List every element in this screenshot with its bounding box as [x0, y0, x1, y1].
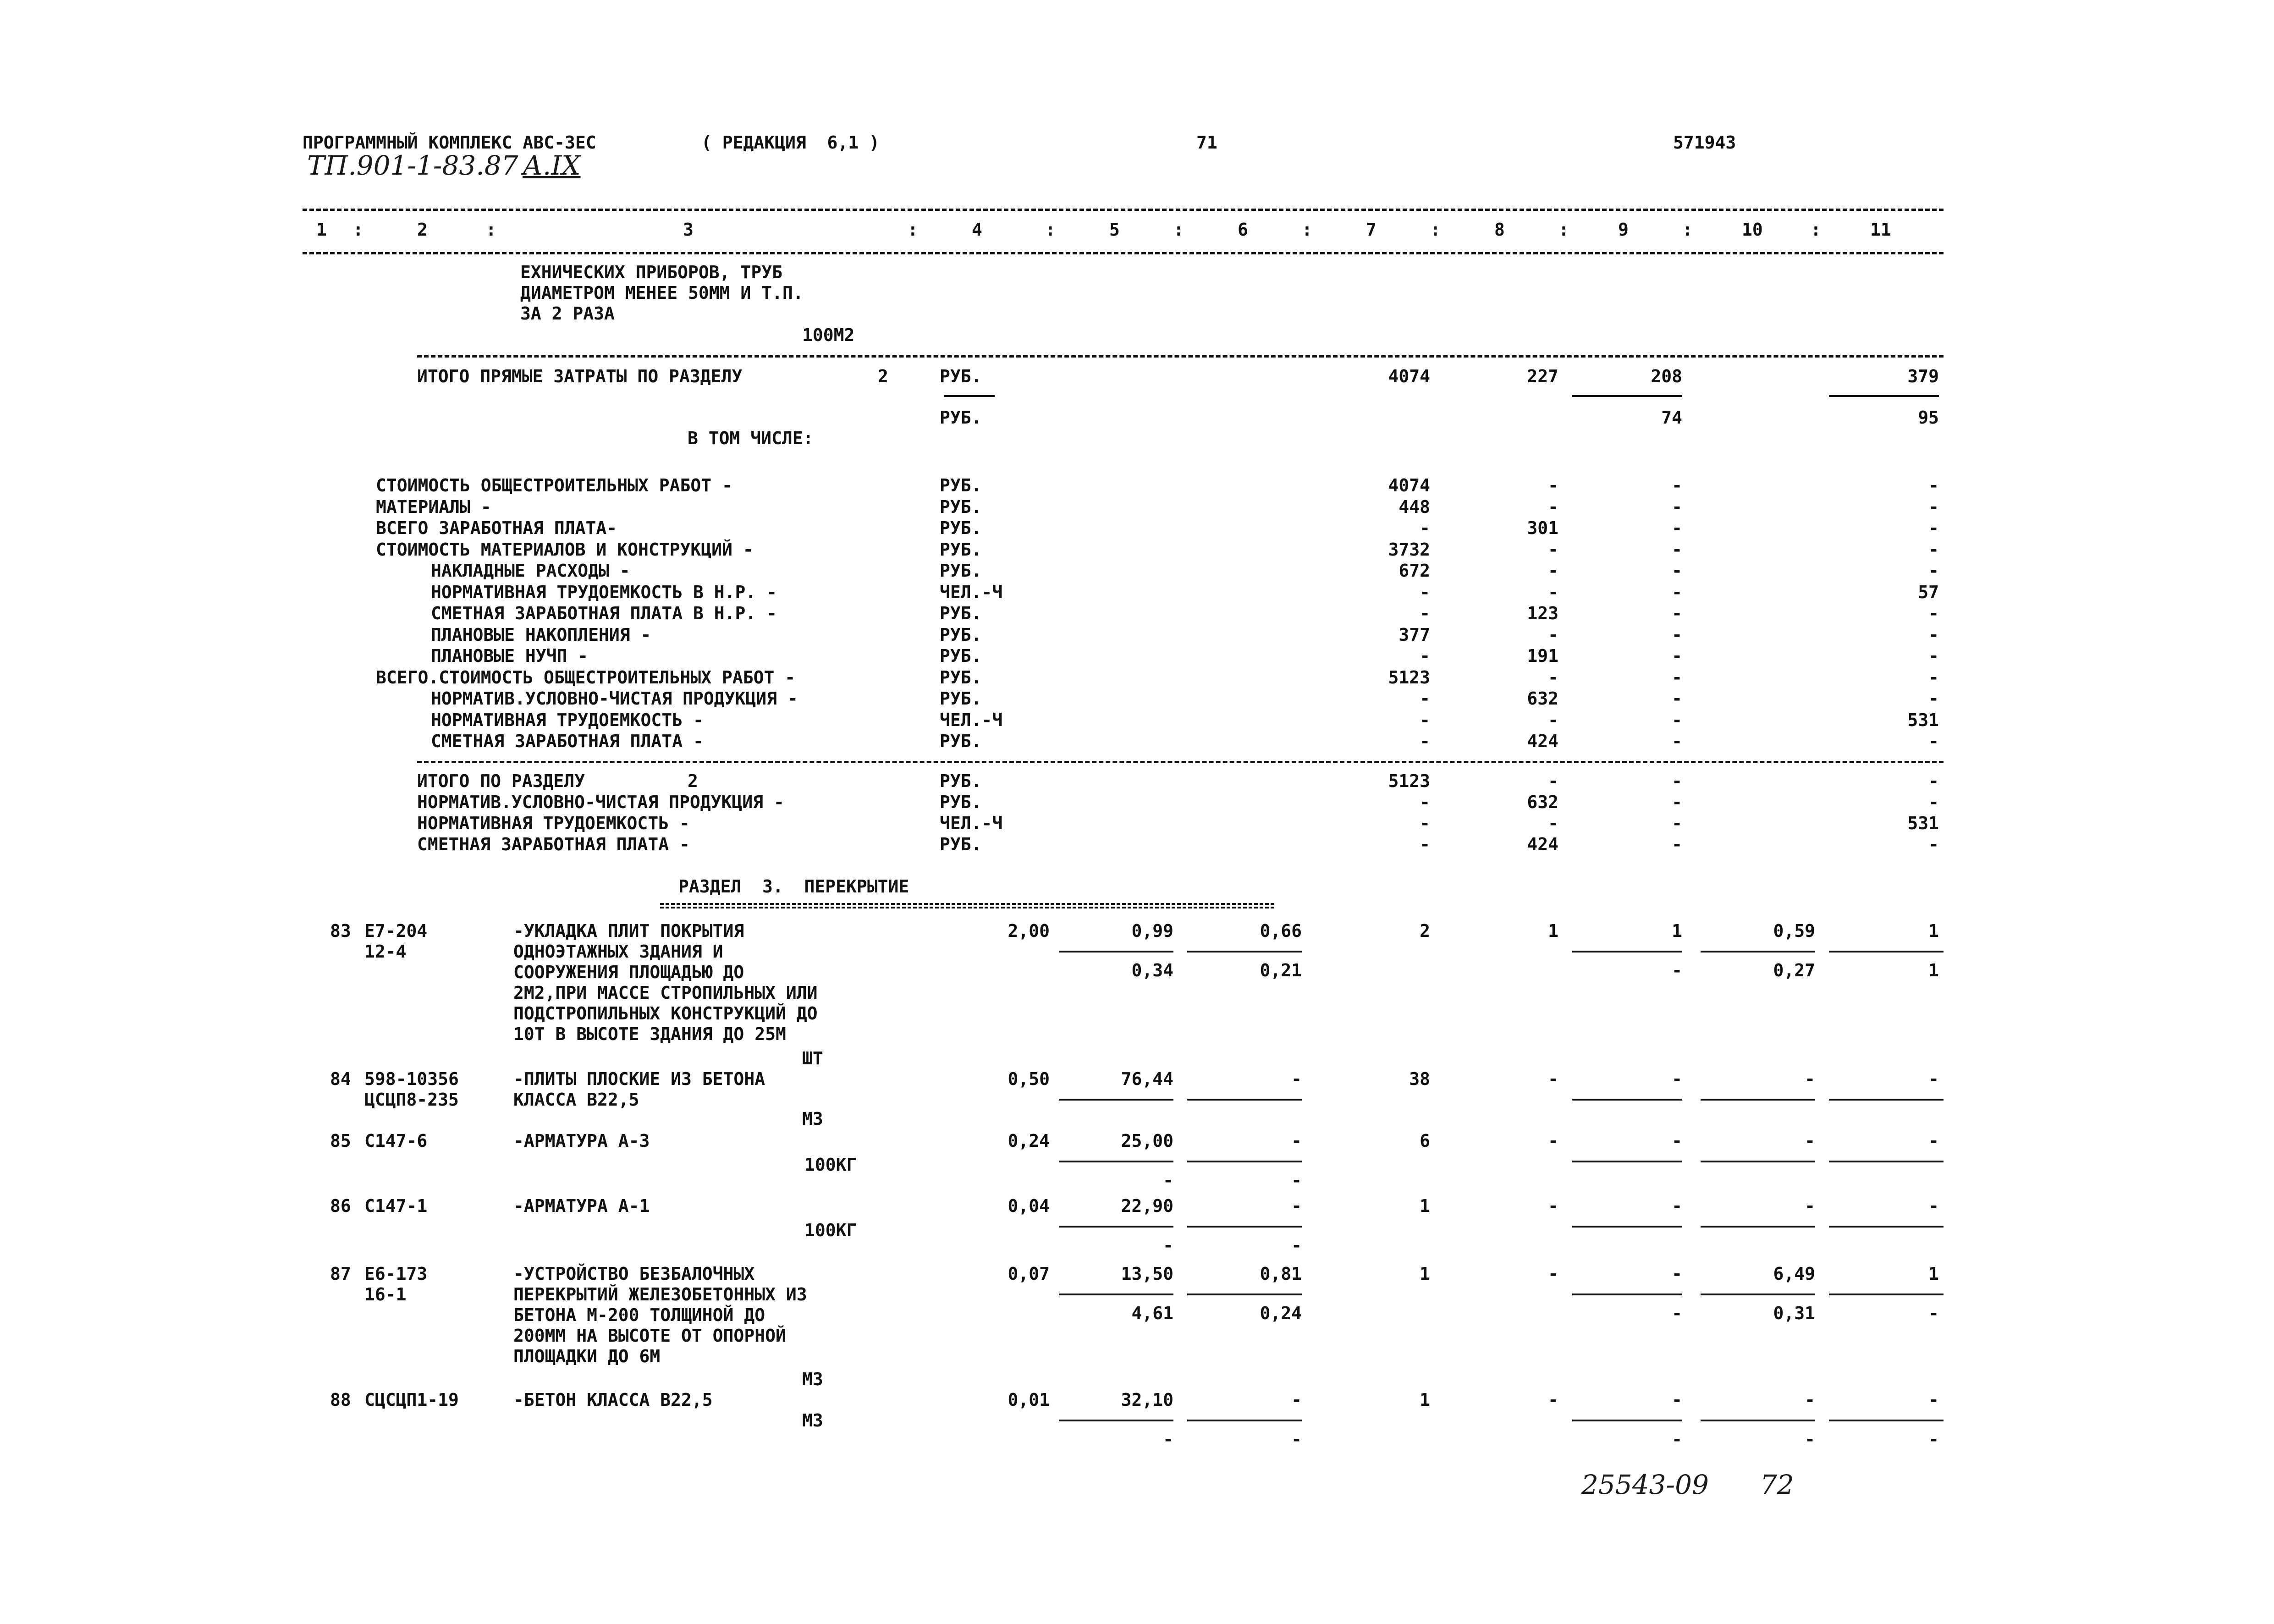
breakdown-col11: -: [1928, 475, 1939, 495]
section-total-col8: -: [1548, 813, 1558, 833]
item-col11: -: [1928, 1390, 1939, 1410]
column-separator: :: [1173, 220, 1184, 240]
item-code: Е6-173: [364, 1264, 428, 1284]
column-separator: :: [1302, 220, 1312, 240]
section-total-unit: ЧЕЛ.-Ч: [940, 813, 1003, 833]
item-col10-b: 0,31: [1773, 1303, 1815, 1323]
breakdown-col8: 632: [1527, 688, 1558, 709]
item-col5: 32,10: [1121, 1390, 1173, 1410]
item-description-line: КЛАССА В22,5: [513, 1090, 639, 1110]
breakdown-col7: 5123: [1388, 667, 1430, 688]
section-total-col9: -: [1672, 771, 1682, 791]
section-total-col9: -: [1672, 792, 1682, 812]
item-unit: М3: [802, 1369, 823, 1389]
item-col5: 76,44: [1121, 1069, 1173, 1089]
item-col8: -: [1548, 1264, 1558, 1284]
section-total-col7: -: [1420, 813, 1430, 833]
item-col11-rule: [1829, 1161, 1944, 1162]
breakdown-col7: -: [1420, 518, 1430, 538]
item-col11-b: -: [1928, 1429, 1939, 1449]
item-col6-rule: [1187, 1420, 1302, 1421]
item-description-line: -ПЛИТЫ ПЛОСКИЕ ИЗ БЕТОНА: [513, 1069, 765, 1089]
item-col10-b: -: [1805, 1429, 1815, 1449]
item-col4: 0,50: [1008, 1069, 1050, 1089]
item-col11-b: 1: [1928, 960, 1939, 980]
item-col6-b: -: [1291, 1170, 1302, 1190]
column-separator: :: [1811, 220, 1821, 240]
item-code-secondary: ЦСЦП8-235: [364, 1090, 459, 1110]
item-col6-rule: [1187, 1161, 1302, 1162]
breakdown-col11: -: [1928, 731, 1939, 751]
section-3-title: РАЗДЕЛ 3. ПЕРЕКРЫТИЕ: [678, 876, 909, 897]
breakdown-col7: -: [1420, 688, 1430, 709]
breakdown-unit: ЧЕЛ.-Ч: [940, 710, 1003, 730]
item-number: 87: [330, 1264, 351, 1284]
item-col8: -: [1548, 1069, 1558, 1089]
item-col6: -: [1291, 1069, 1302, 1089]
section-total-col8: -: [1548, 771, 1558, 791]
item-col6-b: 0,24: [1260, 1303, 1302, 1323]
total-direct-col9-b: 74: [1661, 407, 1682, 428]
breakdown-col11: -: [1928, 496, 1939, 517]
inventory-number: 25543-09: [1581, 1469, 1709, 1500]
item-col8: -: [1548, 1131, 1558, 1151]
breakdown-label: ВСЕГО ЗАРАБОТНАЯ ПЛАТА-: [376, 518, 617, 538]
breakdown-col7: 4074: [1388, 475, 1430, 495]
item-col10-b: 0,27: [1773, 960, 1815, 980]
item-col5: 0,99: [1131, 921, 1173, 941]
breakdown-label: СТОИМОСТЬ МАТЕРИАЛОВ И КОНСТРУКЦИЙ -: [376, 539, 754, 560]
breakdown-col8: -: [1548, 710, 1558, 730]
item-col10: -: [1805, 1390, 1815, 1410]
item-col10: -: [1805, 1131, 1815, 1151]
item-col9-b: -: [1672, 1429, 1682, 1449]
breakdown-col7: -: [1420, 646, 1430, 666]
item-col6: -: [1291, 1390, 1302, 1410]
column-header-2: 2: [417, 220, 428, 240]
breakdown-col9: -: [1672, 731, 1682, 751]
item-col11-b: -: [1928, 1303, 1939, 1323]
item-col4: 0,04: [1008, 1196, 1050, 1216]
item-col11-rule: [1829, 1294, 1944, 1295]
item-col8: 1: [1548, 921, 1558, 941]
item-col7: 38: [1409, 1069, 1430, 1089]
item-col8: -: [1548, 1196, 1558, 1216]
item-col4: 0,24: [1008, 1131, 1050, 1151]
column-header-4: 4: [972, 220, 982, 240]
item-col9: 1: [1672, 921, 1682, 941]
carry-line: ЕХНИЧЕСКИХ ПРИБОРОВ, ТРУБ: [520, 262, 782, 282]
carry-line: ЗА 2 РАЗА: [520, 303, 615, 324]
breakdown-col8: 123: [1527, 603, 1558, 623]
breakdown-col11: 57: [1918, 582, 1939, 602]
item-col6: 0,66: [1260, 921, 1302, 941]
item-col11: -: [1928, 1131, 1939, 1151]
item-col9-rule: [1572, 1099, 1682, 1101]
item-description-line: -БЕТОН КЛАССА В22,5: [513, 1390, 713, 1410]
item-col11: 1: [1928, 1264, 1939, 1284]
breakdown-col7: 448: [1399, 496, 1430, 517]
column-separator: :: [1558, 220, 1569, 240]
item-unit: 100КГ: [804, 1220, 857, 1240]
section-total-col11: -: [1928, 834, 1939, 854]
item-description-line: 10Т В ВЫСОТЕ ЗДАНИЯ ДО 25М: [513, 1024, 786, 1044]
breakdown-label: НОРМАТИВ.УСЛОВНО-ЧИСТАЯ ПРОДУКЦИЯ -: [431, 688, 798, 709]
breakdown-unit: РУБ.: [940, 518, 982, 538]
breakdown-label: МАТЕРИАЛЫ -: [376, 496, 491, 517]
section-total-unit: РУБ.: [940, 834, 982, 854]
carry-unit: 100М2: [802, 325, 855, 345]
total-direct-col9: 208: [1651, 366, 1682, 386]
item-unit: 100КГ: [804, 1155, 857, 1175]
breakdown-label: СМЕТНАЯ ЗАРАБОТНАЯ ПЛАТА В Н.Р. -: [431, 603, 777, 623]
item-col11-rule: [1829, 1099, 1944, 1101]
breakdown-col11: -: [1928, 667, 1939, 688]
item-unit: М3: [802, 1109, 823, 1129]
carry-line: ДИАМЕТРОМ МЕНЕЕ 50ММ И Т.П.: [520, 283, 804, 303]
item-col6: -: [1291, 1196, 1302, 1216]
project-number: ТП.901-1-83.87: [307, 150, 518, 181]
breakdown-col8: 191: [1527, 646, 1558, 666]
item-col11-rule: [1829, 1420, 1944, 1421]
column-separator: :: [1430, 220, 1441, 240]
item-col5-rule: [1059, 1294, 1173, 1295]
total-direct-unit: РУБ.: [940, 366, 982, 386]
item-col9: -: [1672, 1196, 1682, 1216]
breakdown-label: ПЛАНОВЫЕ НУЧП -: [431, 646, 589, 666]
item-col11: 1: [1928, 921, 1939, 941]
breakdown-unit: РУБ.: [940, 667, 982, 688]
item-col5-b: 0,34: [1131, 960, 1173, 980]
album-number: А.IX: [523, 150, 581, 181]
breakdown-col11: -: [1928, 688, 1939, 709]
item-col6-rule: [1187, 1294, 1302, 1295]
item-col6-b: -: [1291, 1235, 1302, 1255]
item-col9-rule: [1572, 1420, 1682, 1421]
breakdown-unit: РУБ.: [940, 603, 982, 623]
breakdown-label: СТОИМОСТЬ ОБЩЕСТРОИТЕЛЬНЫХ РАБОТ -: [376, 475, 732, 495]
column-separator: :: [353, 220, 363, 240]
item-col9-b: -: [1672, 1303, 1682, 1323]
item-code: С147-6: [364, 1131, 428, 1151]
breakdown-unit: РУБ.: [940, 561, 982, 581]
total-direct-unit-2: РУБ.: [940, 407, 982, 428]
breakdown-unit: ЧЕЛ.-Ч: [940, 582, 1003, 602]
item-code: С147-1: [364, 1196, 428, 1216]
breakdown-col9: -: [1672, 496, 1682, 517]
section-3-underline: [660, 903, 1274, 908]
breakdown-col11: -: [1928, 539, 1939, 560]
column-separator: :: [486, 220, 496, 240]
breakdown-col7: -: [1420, 603, 1430, 623]
section-total-col8: 424: [1527, 834, 1558, 854]
breakdown-col9: -: [1672, 561, 1682, 581]
item-col10: -: [1805, 1069, 1815, 1089]
section-total-col11: -: [1928, 792, 1939, 812]
item-number: 86: [330, 1196, 351, 1216]
section-total-col9: -: [1672, 813, 1682, 833]
item-description-line: ПЛОЩАДКИ ДО 6М: [513, 1346, 661, 1366]
section-total-rule: [417, 761, 1944, 763]
breakdown-col9: -: [1672, 475, 1682, 495]
page-number: 71: [1196, 132, 1217, 153]
column-header-7: 7: [1366, 220, 1377, 240]
item-col9: -: [1672, 1069, 1682, 1089]
total-direct-col11-b: 95: [1918, 407, 1939, 428]
item-col7: 1: [1420, 1264, 1430, 1284]
item-col9-rule: [1572, 1294, 1682, 1295]
column-header-3: 3: [683, 220, 694, 240]
breakdown-label: НОРМАТИВНАЯ ТРУДОЕМКОСТЬ -: [431, 710, 704, 730]
item-col10: -: [1805, 1196, 1815, 1216]
item-description-line: ПЕРЕКРЫТИЙ ЖЕЛЕЗОБЕТОННЫХ ИЗ: [513, 1284, 807, 1305]
breakdown-label: НАКЛАДНЫЕ РАСХОДЫ -: [431, 561, 630, 581]
item-description-line: 200ММ НА ВЫСОТЕ ОТ ОПОРНОЙ: [513, 1326, 786, 1346]
item-col10-rule: [1701, 1226, 1815, 1228]
section-total-label: НОРМАТИВНАЯ ТРУДОЕМКОСТЬ -: [417, 813, 690, 833]
breakdown-col8: -: [1548, 539, 1558, 560]
item-number: 85: [330, 1131, 351, 1151]
item-col11-rule: [1829, 1226, 1944, 1228]
item-col5-rule: [1059, 1099, 1173, 1101]
item-col6-rule: [1187, 1099, 1302, 1101]
header-rule-bottom: [303, 252, 1944, 254]
item-col10-rule: [1701, 951, 1815, 952]
column-separator: :: [908, 220, 918, 240]
item-col5-rule: [1059, 1420, 1173, 1421]
breakdown-col9: -: [1672, 646, 1682, 666]
breakdown-col11: 531: [1907, 710, 1939, 730]
item-col9: -: [1672, 1264, 1682, 1284]
breakdown-col8: -: [1548, 475, 1558, 495]
item-col5-b: -: [1163, 1170, 1173, 1190]
item-col10-rule: [1701, 1161, 1815, 1162]
breakdown-col7: 3732: [1388, 539, 1430, 560]
item-col5: 22,90: [1121, 1196, 1173, 1216]
breakdown-col7: 672: [1399, 561, 1430, 581]
breakdown-unit: РУБ.: [940, 731, 982, 751]
item-col6-b: -: [1291, 1429, 1302, 1449]
section-total-col8: 632: [1527, 792, 1558, 812]
breakdown-col8: -: [1548, 667, 1558, 688]
item-col7: 1: [1420, 1390, 1430, 1410]
breakdown-label: СМЕТНАЯ ЗАРАБОТНАЯ ПЛАТА -: [431, 731, 704, 751]
document-code: 571943: [1673, 132, 1736, 153]
column-header-8: 8: [1494, 220, 1505, 240]
total-direct-col11: 379: [1907, 366, 1939, 386]
item-col5: 25,00: [1121, 1131, 1173, 1151]
section-total-col9: -: [1672, 834, 1682, 854]
section-total-col7: -: [1420, 834, 1430, 854]
item-description-line: -АРМАТУРА А-1: [513, 1196, 650, 1216]
breakdown-col8: -: [1548, 624, 1558, 645]
item-description-line: -УКЛАДКА ПЛИТ ПОКРЫТИЯ: [513, 921, 744, 941]
breakdown-col9: -: [1672, 667, 1682, 688]
item-unit: ШТ: [802, 1048, 823, 1068]
breakdown-col7: -: [1420, 710, 1430, 730]
item-col5-rule: [1059, 951, 1173, 952]
item-col4: 0,07: [1008, 1264, 1050, 1284]
breakdown-unit: РУБ.: [940, 646, 982, 666]
item-col5-rule: [1059, 1161, 1173, 1162]
item-col5-b: 4,61: [1131, 1303, 1173, 1323]
breakdown-col8: -: [1548, 561, 1558, 581]
item-col9-rule: [1572, 951, 1682, 952]
total-direct-col11-rule: [1829, 395, 1939, 397]
item-col10: 0,59: [1773, 921, 1815, 941]
column-separator: :: [1045, 220, 1056, 240]
item-col7: 6: [1420, 1131, 1430, 1151]
item-col9-b: -: [1672, 960, 1682, 980]
item-col5-b: -: [1163, 1429, 1173, 1449]
breakdown-unit: РУБ.: [940, 539, 982, 560]
section-total-label: НОРМАТИВ.УСЛОВНО-ЧИСТАЯ ПРОДУКЦИЯ -: [417, 792, 784, 812]
breakdown-label: НОРМАТИВНАЯ ТРУДОЕМКОСТЬ В Н.Р. -: [431, 582, 777, 602]
total-direct-label: ИТОГО ПРЯМЫЕ ЗАТРАТЫ ПО РАЗДЕЛУ: [417, 366, 743, 386]
item-col9-rule: [1572, 1226, 1682, 1228]
breakdown-col8: 301: [1527, 518, 1558, 538]
item-description-line: -АРМАТУРА А-3: [513, 1131, 650, 1151]
item-col5: 13,50: [1121, 1264, 1173, 1284]
breakdown-col11: -: [1928, 646, 1939, 666]
breakdown-col8: -: [1548, 582, 1558, 602]
column-header-1: 1: [316, 220, 327, 240]
section-total-col7: 5123: [1388, 771, 1430, 791]
breakdown-col9: -: [1672, 624, 1682, 645]
column-header-11: 11: [1870, 220, 1891, 240]
item-col6: 0,81: [1260, 1264, 1302, 1284]
breakdown-col7: 377: [1399, 624, 1430, 645]
section-total-unit: РУБ.: [940, 792, 982, 812]
item-col6-rule: [1187, 951, 1302, 952]
column-separator: :: [1682, 220, 1693, 240]
breakdown-unit: РУБ.: [940, 624, 982, 645]
item-col9: -: [1672, 1390, 1682, 1410]
item-col9: -: [1672, 1131, 1682, 1151]
total-direct-col7: 4074: [1388, 366, 1430, 386]
total-direct-col9-rule: [1572, 395, 1682, 397]
breakdown-col9: -: [1672, 582, 1682, 602]
item-col9-rule: [1572, 1161, 1682, 1162]
item-col10: 6,49: [1773, 1264, 1815, 1284]
item-col8: -: [1548, 1390, 1558, 1410]
item-col10-rule: [1701, 1420, 1815, 1421]
item-code: Е7-204: [364, 921, 428, 941]
program-name: ПРОГРАММНЫЙ КОМПЛЕКС АВС-ЗЕС: [303, 132, 596, 153]
breakdown-unit: РУБ.: [940, 496, 982, 517]
item-number: 83: [330, 921, 351, 941]
breakdown-col9: -: [1672, 710, 1682, 730]
item-code: 598-10356: [364, 1069, 459, 1089]
header-rule-top: [303, 209, 1944, 211]
section-total-col11: 531: [1907, 813, 1939, 833]
section-total-unit: РУБ.: [940, 771, 982, 791]
item-col6-b: 0,21: [1260, 960, 1302, 980]
section-total-col11: -: [1928, 771, 1939, 791]
breakdown-unit: РУБ.: [940, 475, 982, 495]
breakdown-col11: -: [1928, 561, 1939, 581]
item-number: 84: [330, 1069, 351, 1089]
item-col7: 1: [1420, 1196, 1430, 1216]
item-col4: 0,01: [1008, 1390, 1050, 1410]
item-col5-rule: [1059, 1226, 1173, 1228]
item-col11: -: [1928, 1069, 1939, 1089]
item-description-line: ПОДСТРОПИЛЬНЫХ КОНСТРУКЦИЙ ДО: [513, 1003, 818, 1024]
breakdown-col9: -: [1672, 603, 1682, 623]
breakdown-col11: -: [1928, 518, 1939, 538]
item-col10-rule: [1701, 1099, 1815, 1101]
item-number: 88: [330, 1390, 351, 1410]
item-code-secondary: 16-1: [364, 1284, 407, 1305]
item-description-line: 2М2,ПРИ МАССЕ СТРОПИЛЬНЫХ ИЛИ: [513, 983, 818, 1003]
item-description-line: -УСТРОЙСТВО БЕЗБАЛОЧНЫХ: [513, 1264, 755, 1284]
total-rule-top: [417, 355, 1944, 358]
item-col5-b: -: [1163, 1235, 1173, 1255]
breakdown-col9: -: [1672, 518, 1682, 538]
column-header-5: 5: [1109, 220, 1120, 240]
breakdown-col11: -: [1928, 603, 1939, 623]
including-heading: В ТОМ ЧИСЛЕ:: [688, 428, 814, 448]
breakdown-col11: -: [1928, 624, 1939, 645]
breakdown-label: ПЛАНОВЫЕ НАКОПЛЕНИЯ -: [431, 624, 651, 645]
column-header-9: 9: [1618, 220, 1629, 240]
total-direct-section: 2: [878, 366, 888, 386]
item-unit: М3: [802, 1410, 823, 1431]
breakdown-col9: -: [1672, 688, 1682, 709]
column-header-6: 6: [1238, 220, 1248, 240]
breakdown-col7: -: [1420, 731, 1430, 751]
total-direct-col8: 227: [1527, 366, 1558, 386]
item-col4: 2,00: [1008, 921, 1050, 941]
breakdown-col7: -: [1420, 582, 1430, 602]
column-header-10: 10: [1742, 220, 1763, 240]
sheet-number: 72: [1760, 1469, 1794, 1500]
item-description-line: ОДНОЭТАЖНЫХ ЗДАНИЯ И: [513, 941, 723, 962]
edition: ( РЕДАКЦИЯ 6,1 ): [701, 132, 880, 153]
item-code-secondary: 12-4: [364, 941, 407, 962]
item-description-line: СООРУЖЕНИЯ ПЛОЩАДЬЮ ДО: [513, 962, 744, 982]
breakdown-col9: -: [1672, 539, 1682, 560]
breakdown-label: ВСЕГО.СТОИМОСТЬ ОБЩЕСТРОИТЕЛЬНЫХ РАБОТ -: [376, 667, 796, 688]
item-col11: -: [1928, 1196, 1939, 1216]
section-total-label: ИТОГО ПО РАЗДЕЛУ: [417, 771, 585, 791]
item-col11-rule: [1829, 951, 1944, 952]
section-total-col7: -: [1420, 792, 1430, 812]
section-total-label: СМЕТНАЯ ЗАРАБОТНАЯ ПЛАТА -: [417, 834, 690, 854]
breakdown-col8: -: [1548, 496, 1558, 517]
item-code: СЦСЦП1-19: [364, 1390, 459, 1410]
item-col6: -: [1291, 1131, 1302, 1151]
item-col7: 2: [1420, 921, 1430, 941]
item-description-line: БЕТОНА М-200 ТОЛЩИНОЙ ДО: [513, 1305, 765, 1325]
section-total-section: 2: [688, 771, 698, 791]
item-col10-rule: [1701, 1294, 1815, 1295]
total-direct-unit-rule: [944, 395, 995, 397]
breakdown-unit: РУБ.: [940, 688, 982, 709]
breakdown-col8: 424: [1527, 731, 1558, 751]
item-col6-rule: [1187, 1226, 1302, 1228]
